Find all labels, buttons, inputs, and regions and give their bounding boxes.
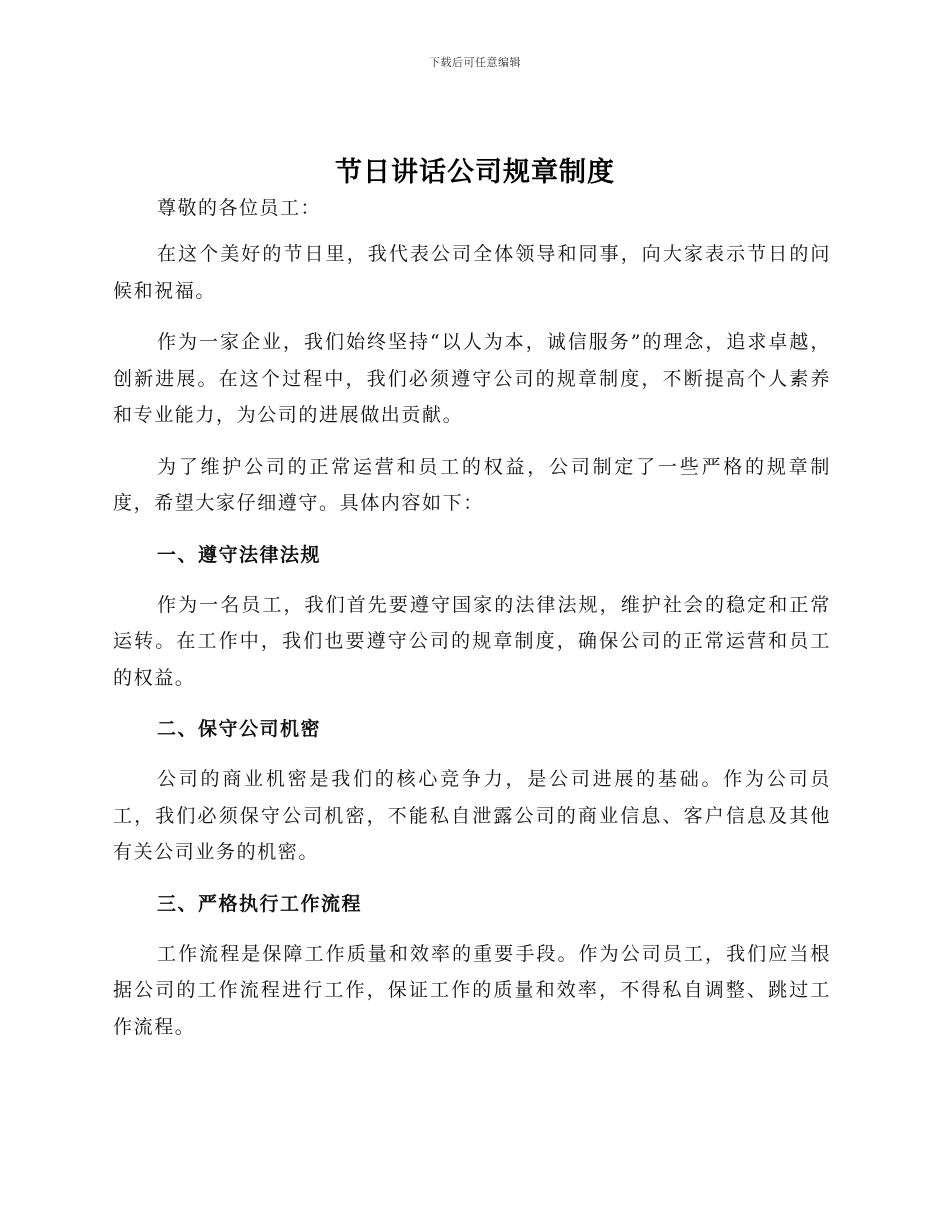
document-body <box>113 190 831 1060</box>
document-title: 节日讲话公司规章制度 <box>335 157 615 188</box>
section-heading-1: 一、遵守法律法规 <box>157 543 322 566</box>
intro-paragraph-2: 作为一家企业，我们始终坚持“以人为本，诚信服务”的理念，追求卓越，创新进展。在这个过程中，我们必须遵守公司的规章制度，不断提高个人素养和专业能力，为公司的进展做出贡献。 <box>113 331 831 426</box>
header-note: 下载后可任意编辑 <box>429 56 521 69</box>
section-body-2: 公司的商业机密是我们的核心竞争力，是公司进展的基础。作为公司员工，我们必须保守公司机密，不能私自泄露公司的商业信息、客户信息及其他有关公司业务的机密。 <box>113 768 831 863</box>
intro-paragraph-1: 在这个美好的节日里，我代表公司全体领导和同事，向大家表示节日的问候和祝福。 <box>113 243 831 302</box>
section-heading-3: 三、严格执行工作流程 <box>157 892 363 915</box>
section-body-3: 工作流程是保障工作质量和效率的重要手段。作为公司员工，我们应当根据公司的工作流程进行工作，保证工作的质量和效率，不得私自调整、跳过工作流程。 <box>113 942 831 1038</box>
salutation: 尊敬的各位员工： <box>157 197 322 219</box>
section-body-1: 作为一名员工，我们首先要遵守国家的法律法规，维护社会的稳定和正常运转。在工作中，我们也要遵守公司的规章制度，确保公司的正常运营和员工的权益。 <box>113 593 831 689</box>
section-heading-2: 二、保守公司机密 <box>157 718 322 740</box>
intro-paragraph-3: 为了维护公司的正常运营和员工的权益，公司制定了一些严格的规章制度，希望大家仔细遵守。具体内容如下： <box>113 455 831 514</box>
